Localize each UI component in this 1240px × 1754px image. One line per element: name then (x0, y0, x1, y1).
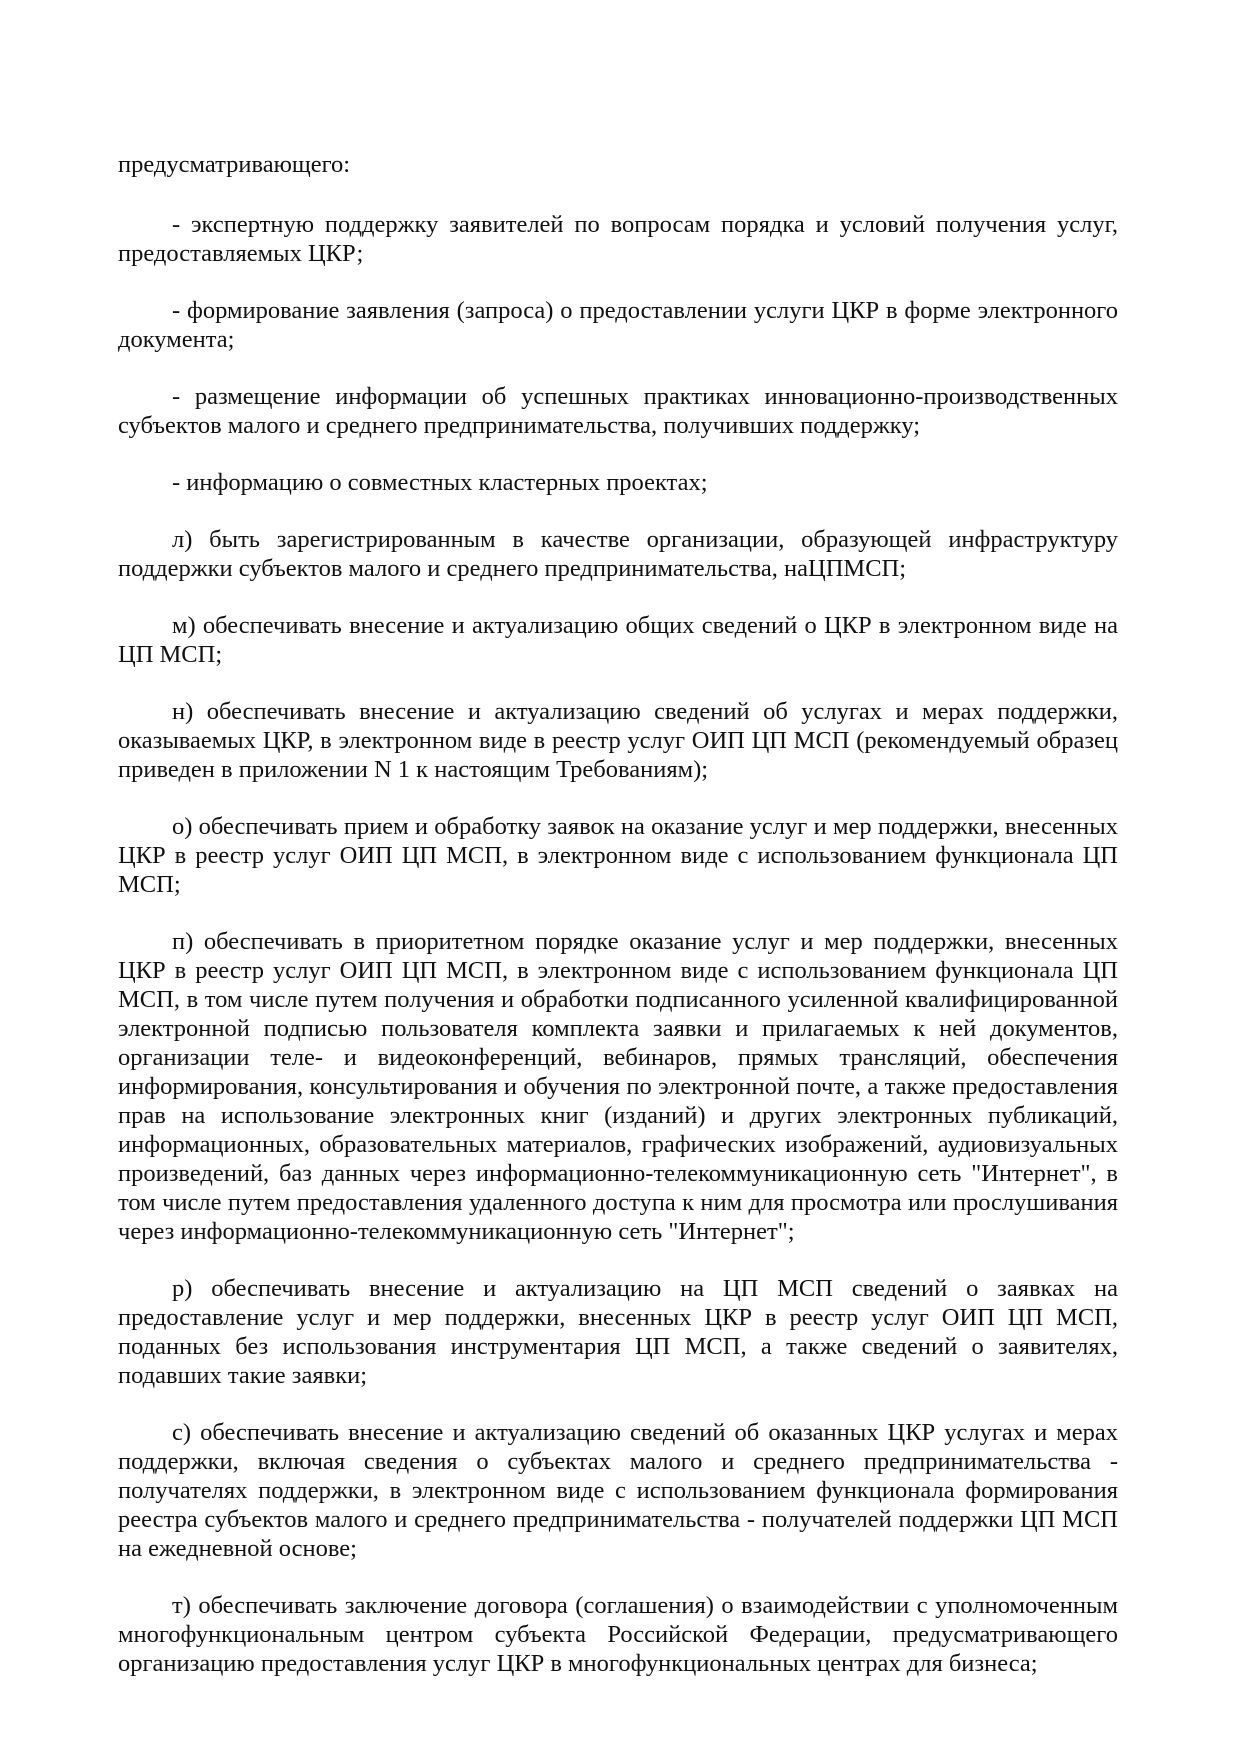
paragraph-item-l: л) быть зарегистрированным в качестве организации, образующей инфраструктуру поддержки субъектов малого и среднего предпринимательства, наЦПМСП; (118, 526, 1118, 582)
paragraph-item-m: м) обеспечивать внесение и актуализацию общих сведений о ЦКР в электронном виде на ЦП МСП; (118, 612, 1118, 668)
paragraph-cluster-projects: - информацию о совместных кластерных проектах; (172, 469, 708, 496)
paragraph-item-o: о) обеспечивать прием и обработку заявок на оказание услуг и мер поддержки, внесенных ЦКР в реестр услуг ОИП ЦП МСП, в электронном виде с использованием функционала ЦП МСП; (118, 813, 1118, 898)
paragraph-item-r: р) обеспечивать внесение и актуализацию на ЦП МСП сведений о заявках на предоставление услуг и мер поддержки, внесенных ЦКР в реестр услуг ОИП ЦП МСП, поданных без использования инструментария ЦП МСП, а также сведений о заявителях, подавших такие заявки; (118, 1275, 1118, 1389)
paragraph-item-n: н) обеспечивать внесение и актуализацию сведений об услугах и мерах поддержки, оказываемых ЦКР, в электронном виде в реестр услуг ОИП ЦП МСП (рекомендуемый образец приведен в приложении N 1 к настоящим Требованиям); (118, 698, 1118, 783)
paragraph-success-practices: - размещение информации об успешных практиках инновационно-производственных субъектов малого и среднего предпринимательства, получивших поддержку; (118, 383, 1118, 439)
paragraph-item-p: п) обеспечивать в приоритетном порядке оказание услуг и мер поддержки, внесенных ЦКР в реестр услуг ОИП ЦП МСП, в электронном виде с использованием функционала ЦП МСП, в том числе путем получения и обработки подписанного усиленной квалифицированной электронной подписью пользователя комплекта заявки и прилагаемых к ней документов, организации теле- и видеоконференций, вебинаров, прямых трансляций, обеспечения информирования, консультирования и обучения по электронной почте, а также предоставления прав на использование электронных книг (изданий) и других электронных публикаций, информационных, образовательных материалов, графических изображений, аудиовизуальных произведений, баз данных через информационно-телекоммуникационную сеть "Интернет", в том числе путем предоставления удаленного доступа к ним для просмотра или прослушивания через информационно-телекоммуникационную сеть "Интернет"; (118, 928, 1118, 1245)
document-page (118, 150, 1118, 1706)
paragraph-item-t: т) обеспечивать заключение договора (соглашения) о взаимодействии с уполномоченным многофункциональным центром субъекта Российской Федерации, предусматривающего организацию предоставления услуг ЦКР в многофункциональных центрах для бизнеса; (118, 1592, 1118, 1677)
paragraph-expert-support: - экспертную поддержку заявителей по вопросам порядка и условий получения услуг, предоставляемых ЦКР; (118, 211, 1118, 267)
paragraph-item-s: с) обеспечивать внесение и актуализацию сведений об оказанных ЦКР услугах и мерах поддержки, включая сведения о субъектах малого и среднего предпринимательства - получателях поддержки, в электронном виде с использованием функционала формирования реестра субъектов малого и среднего предпринимательства - получателей поддержки ЦП МСП на ежедневной основе; (118, 1419, 1118, 1562)
paragraph-intro: предусматривающего: (118, 151, 351, 178)
paragraph-application-form: - формирование заявления (запроса) о предоставлении услуги ЦКР в форме электронного документа; (118, 297, 1118, 353)
